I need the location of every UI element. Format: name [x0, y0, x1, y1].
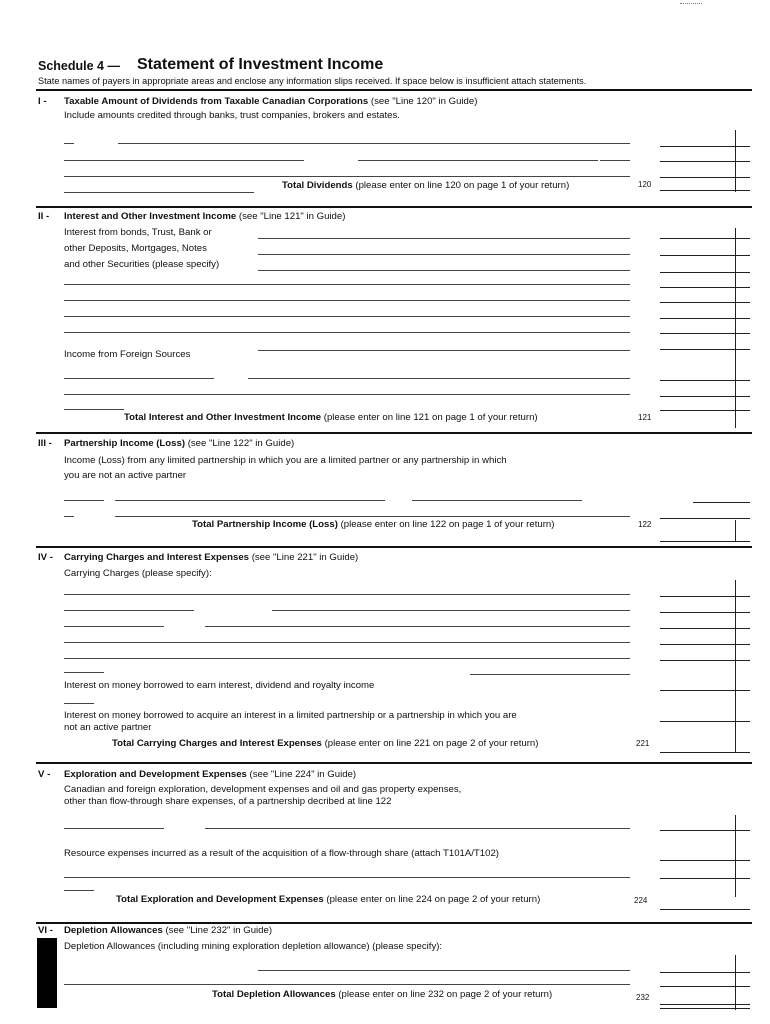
partnership-entry-line[interactable]: [115, 516, 630, 517]
total-instruction: (please enter on line 224 on page 2 of your return): [326, 894, 541, 905]
resource-row: [64, 849, 499, 859]
section-note: Include amounts credited through banks, trust companies, brokers and estates.: [64, 110, 400, 121]
section-heading-line: [64, 553, 358, 563]
partnership-entry-line[interactable]: [412, 500, 582, 501]
carrying-entry-line[interactable]: [64, 626, 164, 627]
payer-entry-line[interactable]: [64, 300, 630, 301]
exploration-entry-line[interactable]: [64, 828, 164, 829]
exploration-entry-line[interactable]: [205, 828, 630, 829]
guide-reference: (see "Line 224" in Guide): [249, 769, 357, 780]
amount-entry-line[interactable]: [660, 878, 750, 879]
section-rule: [36, 922, 752, 924]
payer-entry-line[interactable]: [64, 143, 74, 144]
total-label: Total Carrying Charges and Interest Expenses: [112, 738, 322, 749]
foreign-payer-entry-line[interactable]: [64, 394, 630, 395]
foreign-payer-entry-line[interactable]: [64, 378, 214, 379]
schedule-label: Schedule 4 —: [38, 59, 120, 73]
payer-entry-line[interactable]: [358, 160, 598, 161]
amount-entry-line[interactable]: [660, 830, 750, 831]
amount-entry-line[interactable]: [660, 146, 750, 147]
section-rule: [36, 762, 752, 764]
amount-entry-line[interactable]: [660, 644, 750, 645]
section-note: Income (Loss) from any limited partnership in which you are a limited partner or any partnership in which: [64, 455, 507, 466]
section-numeral: IV -: [38, 552, 53, 563]
carrying-entry-line[interactable]: [272, 610, 630, 611]
section-heading-line: [64, 97, 477, 107]
total-instruction: (please enter on line 122 on page 1 of your return): [340, 519, 555, 530]
line-number: 121: [638, 413, 652, 422]
total-instruction: (please enter on line 232 on page 2 of your return): [338, 989, 553, 1000]
payer-entry-line[interactable]: [64, 316, 630, 317]
section-heading: Carrying Charges and Interest Expenses: [64, 552, 250, 563]
foreign-income-label: Income from Foreign Sources: [64, 349, 191, 360]
carrying-entry-line[interactable]: [470, 674, 630, 675]
section-heading-line: [64, 926, 272, 936]
section-heading-line: [64, 439, 294, 449]
section-note: other than flow-through share expenses, of a partnership decribed at line 122: [64, 796, 392, 807]
section-rule: [36, 546, 752, 548]
total-label: Total Exploration and Development Expenses: [116, 894, 324, 905]
section-note: Depletion Allowances (including mining exploration depletion allowance) (please specify):: [64, 941, 443, 952]
section-numeral: II -: [38, 211, 50, 222]
total-dividends-field[interactable]: [660, 190, 750, 191]
amount-entry-line[interactable]: [660, 518, 750, 519]
section-heading: Taxable Amount of Dividends from Taxable Canadian Corporations: [64, 96, 369, 107]
depletion-entry-line[interactable]: [64, 984, 630, 985]
entry-line[interactable]: [64, 703, 94, 704]
carrying-charges-label: Carrying Charges (please specify):: [64, 568, 212, 579]
guide-reference: (see "Line 122" in Guide): [187, 438, 295, 449]
total-partnership-field[interactable]: [660, 541, 750, 542]
amount-column-rule: [735, 228, 736, 428]
partnership-entry-line[interactable]: [64, 500, 104, 501]
payer-entry-line[interactable]: [258, 238, 630, 239]
entry-line[interactable]: [64, 890, 94, 891]
section-note: you are not an active partner: [64, 470, 187, 481]
section-heading-line: [64, 770, 356, 780]
amount-entry-line[interactable]: [660, 272, 750, 273]
carrying-entry-line[interactable]: [64, 610, 194, 611]
payer-entry-line[interactable]: [258, 254, 630, 255]
section-numeral: V -: [38, 769, 51, 780]
payer-entry-line[interactable]: [64, 284, 630, 285]
scan-artifact: [680, 3, 702, 4]
amount-entry-line[interactable]: [660, 596, 750, 597]
total-leader-line: [64, 192, 254, 193]
amount-column-rule: [735, 520, 736, 542]
total-interest-field[interactable]: [660, 410, 750, 411]
amount-entry-line[interactable]: [660, 986, 750, 987]
section-heading: Interest and Other Investment Income: [64, 211, 237, 222]
total-instruction: (please enter on line 120 on page 1 of your return): [355, 180, 570, 191]
total-row: [282, 181, 569, 191]
section-heading-line: [64, 212, 345, 222]
payer-entry-line[interactable]: [64, 160, 304, 161]
partnership-entry-line[interactable]: [115, 500, 385, 501]
line-number: 224: [634, 896, 648, 905]
amount-column-rule: [735, 955, 736, 1010]
carrying-entry-line[interactable]: [205, 626, 630, 627]
payer-entry-line[interactable]: [64, 332, 630, 333]
carrying-entry-line[interactable]: [64, 642, 630, 643]
total-row: [212, 990, 552, 1000]
margin-bar: [37, 938, 57, 1008]
foreign-payer-entry-line[interactable]: [258, 350, 630, 351]
resource-expense-field[interactable]: [660, 860, 750, 861]
line-number: 120: [638, 180, 652, 189]
total-label: Total Dividends: [282, 180, 353, 191]
foreign-payer-entry-line[interactable]: [248, 378, 630, 379]
guide-reference: (see "Line 120" in Guide): [370, 96, 478, 107]
interest-expense-label: Interest on money borrowed to earn interest, dividend and royalty income: [64, 680, 375, 691]
line-number: 232: [636, 993, 650, 1002]
payer-entry-line[interactable]: [258, 270, 630, 271]
payer-entry-line[interactable]: [600, 160, 630, 161]
carrying-entry-line[interactable]: [64, 672, 104, 673]
interest-description-1: Interest from bonds, Trust, Bank or: [64, 227, 212, 238]
section-numeral: I -: [38, 96, 47, 107]
amount-entry-line[interactable]: [660, 380, 750, 381]
section-numeral: VI -: [38, 925, 53, 936]
amount-entry-line[interactable]: [660, 302, 750, 303]
amount-entry-line[interactable]: [660, 177, 750, 178]
section-numeral: III -: [38, 438, 52, 449]
total-row: [116, 895, 540, 905]
guide-reference: (see "Line 121" in Guide): [238, 211, 346, 222]
amount-entry-line[interactable]: [660, 972, 750, 973]
exploration-entry-line[interactable]: [64, 877, 630, 878]
amount-entry-line[interactable]: [660, 255, 750, 256]
total-row: [192, 520, 554, 530]
depletion-entry-line[interactable]: [258, 970, 630, 971]
amount-entry-line[interactable]: [660, 628, 750, 629]
payer-entry-line[interactable]: [64, 176, 630, 177]
total-label: Total Partnership Income (Loss): [192, 519, 338, 530]
amount-entry-line[interactable]: [660, 161, 750, 162]
partnership-interest-label: Interest on money borrowed to acquire an interest in a limited partnership or a partnership in which you are: [64, 710, 517, 721]
section-heading: Exploration and Development Expenses: [64, 769, 247, 780]
form-instructions: State names of payers in appropriate areas and enclose any information slips received. If space below is insufficient attach statements.: [38, 76, 587, 86]
total-label: Total Depletion Allowances: [212, 989, 336, 1000]
total-depletion-field[interactable]: [660, 1004, 750, 1005]
partnership-entry-line[interactable]: [64, 516, 74, 517]
section-note: Canadian and foreign exploration, development expenses and oil and gas property expenses,: [64, 784, 462, 795]
interest-description-3: and other Securities (please specify): [64, 259, 220, 270]
resource-expense-label: Resource expenses incurred as a result of the acquisition of a flow-through share: [64, 848, 409, 859]
total-leader-line: [64, 409, 124, 410]
total-instruction: (please enter on line 121 on page 1 of your return): [323, 412, 538, 423]
payer-entry-line[interactable]: [118, 143, 630, 144]
amount-entry-line[interactable]: [660, 660, 750, 661]
form-title: Statement of Investment Income: [137, 56, 384, 73]
amount-entry-line[interactable]: [660, 349, 750, 350]
carrying-entry-line[interactable]: [64, 658, 630, 659]
total-label: Total Interest and Other Investment Income: [124, 412, 322, 423]
line-number: 221: [636, 739, 650, 748]
total-instruction: (please enter on line 221 on page 2 of your return): [324, 738, 539, 749]
total-double-rule: [660, 1008, 750, 1009]
amount-entry-line[interactable]: [660, 238, 750, 239]
total-carrying-field[interactable]: [660, 752, 750, 753]
partnership-interest-field[interactable]: [660, 721, 750, 722]
partnership-interest-label: not an active partner: [64, 722, 152, 733]
amount-entry-line[interactable]: [660, 612, 750, 613]
amount-entry-line[interactable]: [693, 502, 750, 503]
interest-description-2: other Deposits, Mortgages, Notes: [64, 243, 207, 254]
guide-reference: (see "Line 232" in Guide): [165, 925, 273, 936]
total-exploration-field[interactable]: [660, 909, 750, 910]
amount-entry-line[interactable]: [660, 318, 750, 319]
amount-column-rule: [735, 580, 736, 752]
section-rule: [36, 432, 752, 434]
section-heading: Depletion Allowances: [64, 925, 163, 936]
amount-entry-line[interactable]: [660, 287, 750, 288]
interest-expense-field[interactable]: [660, 690, 750, 691]
amount-column-rule: [735, 815, 736, 897]
amount-entry-line[interactable]: [660, 333, 750, 334]
guide-reference: (see "Line 221" in Guide): [251, 552, 359, 563]
amount-entry-line[interactable]: [660, 396, 750, 397]
section-rule: [36, 206, 752, 208]
header-rule: [36, 89, 752, 91]
section-heading: Partnership Income (Loss): [64, 438, 186, 449]
total-row: [112, 739, 538, 749]
line-number: 122: [638, 520, 652, 529]
carrying-entry-line[interactable]: [64, 594, 630, 595]
total-row: [124, 413, 538, 423]
attach-instruction: (attach T101A/T102): [411, 848, 499, 859]
